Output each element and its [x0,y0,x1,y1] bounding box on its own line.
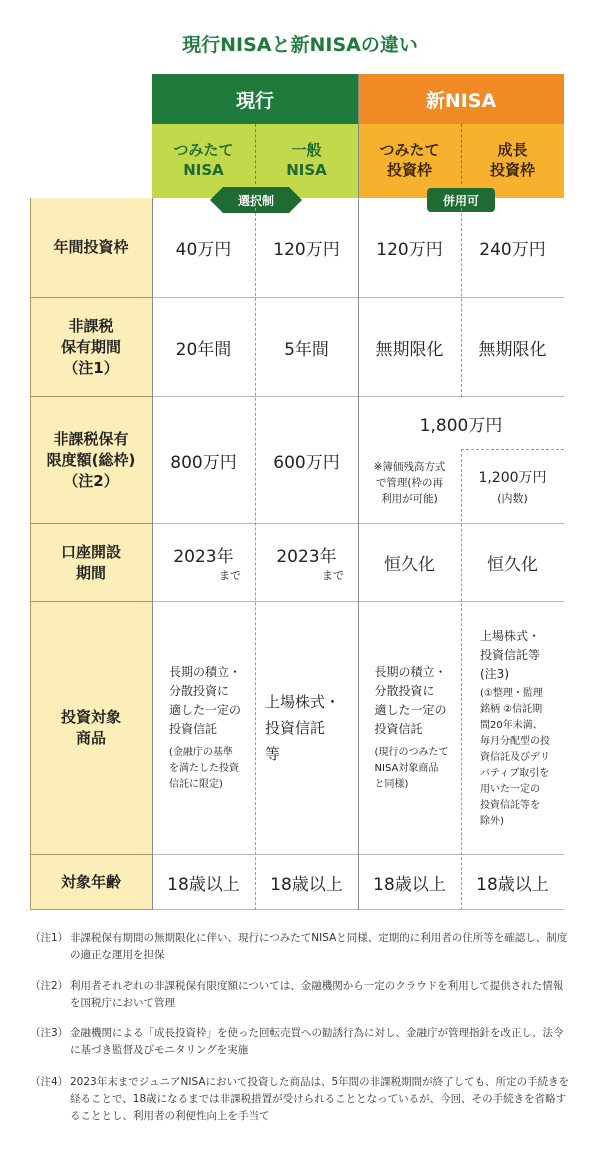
limit-ippan-nisa: 600万円 [255,397,358,524]
products-tsumitate-nisa-sub: (金融庁の基準 を満たした投資 信託に限定) [168,747,239,790]
account-ippan-nisa-year: 2023年 [276,547,337,567]
annual-growth-frame: 240万円 [461,198,564,298]
rowhead-products: 投資対象 商品 [30,602,152,855]
period-growth-frame: 無期限化 [461,298,564,397]
header-current: 現行 [152,74,358,124]
products-tsumitate-frame-main: 長期の積立・ 分散投資に 適した一定の 投資信託 [374,665,447,736]
account-tsumitate-nisa [152,524,255,602]
limit-tsumitate-nisa: 800万円 [152,397,255,524]
account-growth-frame: 恒久化 [461,524,564,602]
account-ippan-nisa [255,524,358,602]
note-3: （注3） 金融機関による「成長投資枠」を使った回転売買への勧誘行為に対し、金融庁が管理指針を改正し、法令に基づき監督及びモニタリングを実施 [30,1027,564,1056]
subheader-ippan-nisa: 一般 NISA [255,124,358,198]
subheader-divider-right [461,124,462,184]
subheader-tsumitate-nisa: つみたて NISA [152,124,255,198]
age-growth-frame: 18歳以上 [461,855,564,910]
page-title: 現行NISAと新NISAの違い [182,34,418,56]
period-tsumitate-frame: 無期限化 [358,298,461,397]
subheader-growth-frame: 成長 投資枠 [461,124,564,198]
products-tsumitate-nisa [152,602,255,855]
rowhead-annual: 年間投資枠 [30,198,152,298]
note-4: （注4） 2023年末までジュニアNISAにおいて投資した商品は、5年間の非課税期間が終了しても、所定の手続きを経ることで、18歳になるまでは非課税措置が受けられることとなっているが、今回、その手続きを省略することとし、利用者の利便性向上を手当て [30,1076,570,1122]
products-ippan-nisa: 上場株式・ 投資信託 等 [255,602,358,855]
products-tsumitate-frame [358,602,461,855]
table-divider-current [255,198,256,910]
period-ippan-nisa: 5年間 [255,298,358,397]
table-border-left [30,198,31,910]
note-1: （注1） 非課税保有期間の無期限化に伴い、現行につみたてNISAと同様、定期的に利用者の住所等を確認し、制度の適正な運用を担保 [30,932,568,961]
account-tsumitate-nisa-year: 2023年 [173,547,234,567]
annual-ippan-nisa: 120万円 [255,198,358,298]
products-tsumitate-nisa-main: 長期の積立・ 分散投資に 適した一定の 投資信託 [168,665,241,736]
rowhead-age: 対象年齢 [30,855,152,910]
limit-growth-frame [461,449,564,524]
account-tsumitate-frame: 恒久化 [358,524,461,602]
subheader-divider-left [255,124,256,184]
products-growth-frame [461,602,564,855]
table-divider-new-a [461,198,462,397]
limit-growth-frame-sub: (内数) [497,492,528,505]
limit-new-total: 1,800万円 [419,415,503,436]
rowhead-account: 口座開設 期間 [30,524,152,602]
age-ippan-nisa: 18歳以上 [255,855,358,910]
annual-tsumitate-nisa: 40万円 [152,198,255,298]
account-ippan-nisa-until: まで [322,569,344,582]
table-divider-new-b [461,449,462,910]
header-new-nisa: 新NISA [358,74,564,124]
rowhead-period: 非課税 保有期間 （注1） [30,298,152,397]
age-tsumitate-nisa: 18歳以上 [152,855,255,910]
products-tsumitate-frame-sub: (現行のつみたて NISA対象商品 と同様) [374,747,449,790]
table-divider-label [152,198,153,910]
products-growth-frame-sub: (①整理・監理 銘柄 ②信託期 間20年未満、 毎月分配型の投 資信託及びデリ バティブ取引を 用いた一定の 投資信託等を 除外) [480,687,550,827]
annual-tsumitate-frame: 120万円 [358,198,461,298]
table-divider-middle [358,74,359,910]
subheader-tsumitate-frame: つみたて 投資枠 [358,124,461,198]
select-badge: 選択制 [237,193,274,208]
account-tsumitate-nisa-until: まで [219,569,241,582]
limit-tsumitate-frame-note: ※簿価残高方式 で管理(枠の再 利用が可能) [358,449,461,524]
limit-growth-frame-value: 1,200万円 [478,470,547,486]
rowhead-limit: 非課税保有 限度額(総枠) （注2） [30,397,152,524]
period-tsumitate-nisa: 20年間 [152,298,255,397]
combine-badge: 併用可 [427,188,495,212]
age-tsumitate-frame: 18歳以上 [358,855,461,910]
products-growth-frame-main: 上場株式・ 投資信託等 (注3) [480,628,541,681]
note-2: （注2） 利用者それぞれの非課税保有限度額については、金融機関から一定のクラウドを利用して提供された情報を国税庁において管理 [30,980,564,1009]
